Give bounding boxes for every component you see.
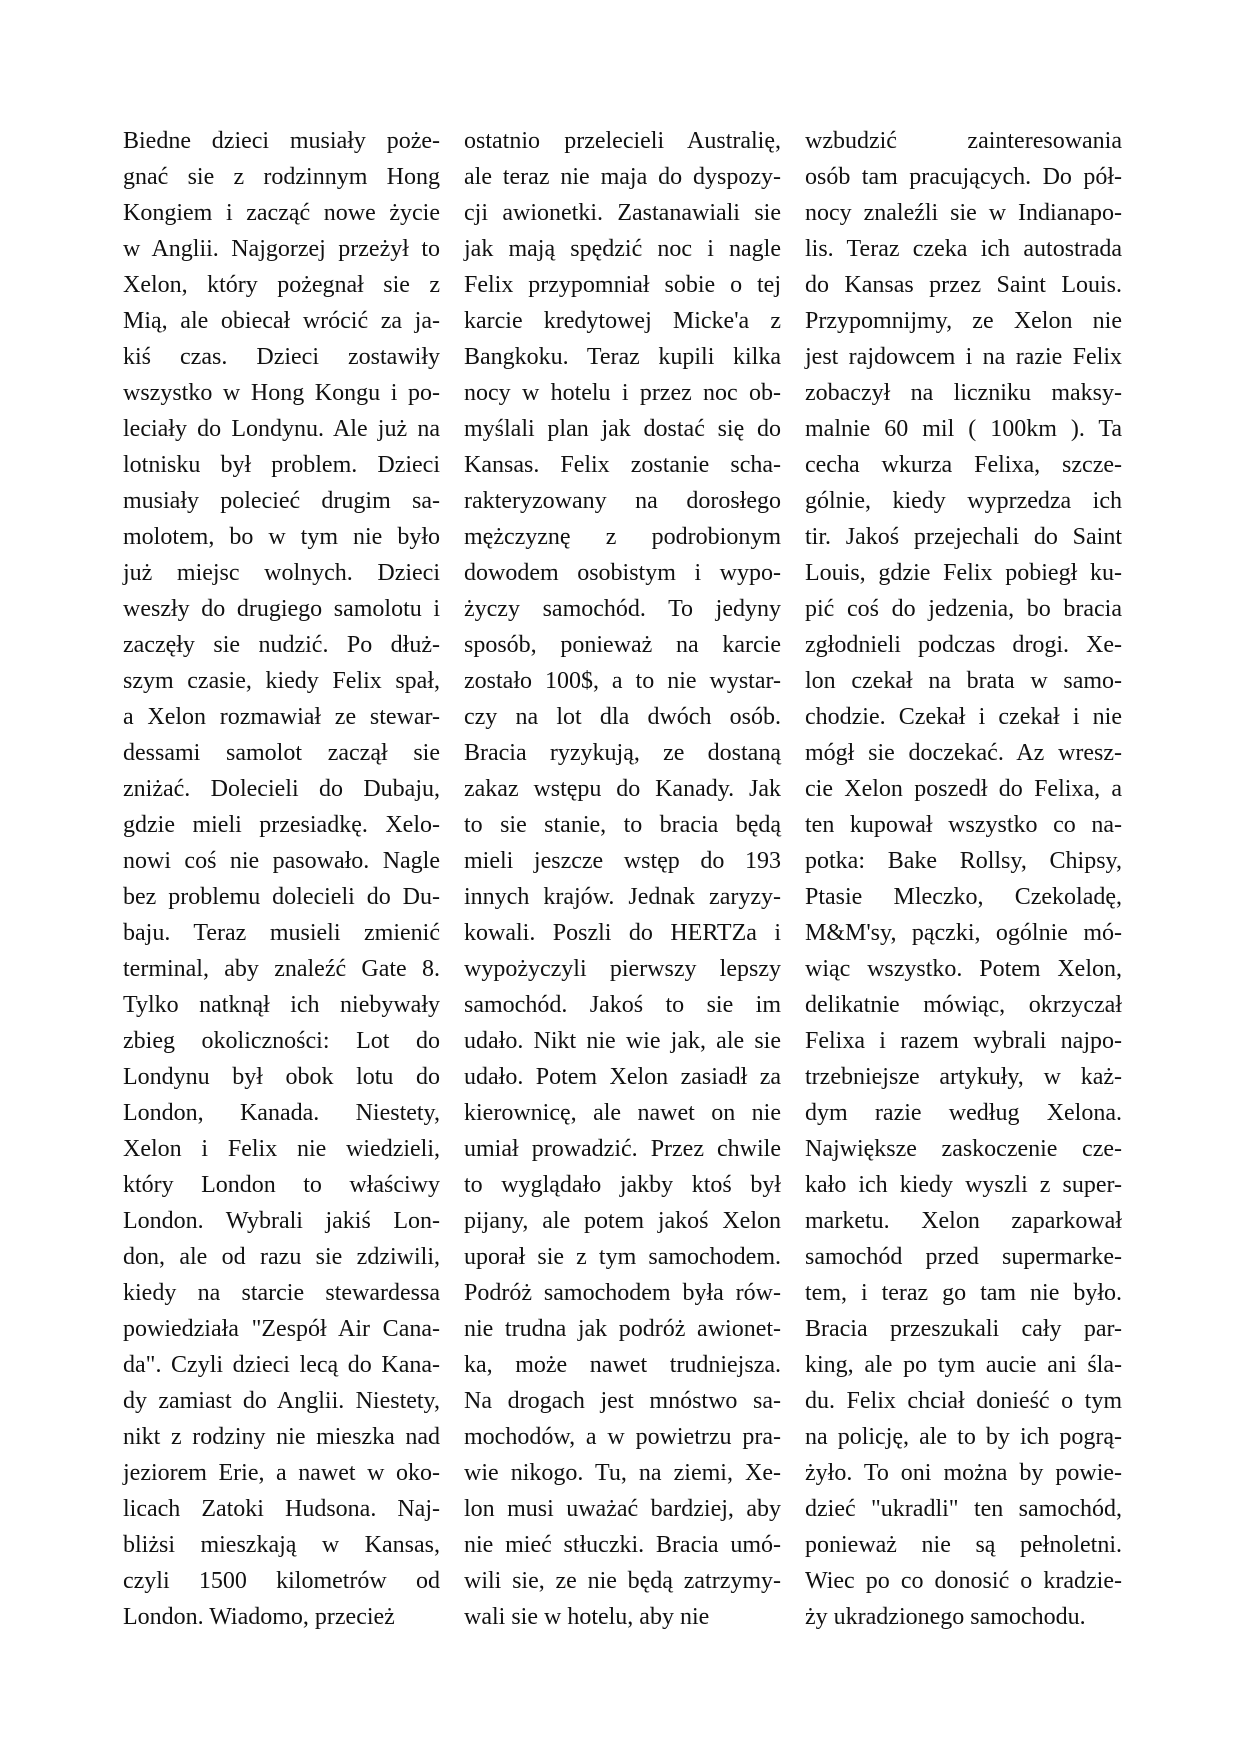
- text-line: Bracia ryzykują, ze dostaną: [464, 740, 781, 766]
- text-line: dzieć "ukradli" ten samochód,: [805, 1496, 1122, 1522]
- text-line: tem, i teraz go tam nie było.: [805, 1280, 1122, 1306]
- text-line: potka: Bake Rollsy, Chipsy,: [805, 848, 1122, 874]
- text-line: pić coś do jedzenia, bo bracia: [805, 596, 1122, 622]
- text-line: da". Czyli dzieci lecą do Kana-: [123, 1352, 440, 1378]
- text-line: baju. Teraz musieli zmienić: [123, 920, 440, 946]
- text-line: Podróż samochodem była rów-: [464, 1280, 781, 1306]
- text-line: king, ale po tym aucie ani śla-: [805, 1352, 1122, 1378]
- text-line: Ptasie Mleczko, Czekoladę,: [805, 884, 1122, 910]
- text-line: Największe zaskoczenie cze-: [805, 1136, 1122, 1162]
- text-line: delikatnie mówiąc, okrzyczał: [805, 992, 1122, 1018]
- text-line: Xelon i Felix nie wiedzieli,: [123, 1136, 440, 1162]
- text-line: marketu. Xelon zaparkował: [805, 1208, 1122, 1234]
- text-line: Londynu był obok lotu do: [123, 1064, 440, 1090]
- text-line: umiał prowadzić. Przez chwile: [464, 1136, 781, 1162]
- text-line: du. Felix chciał donieść o tym: [805, 1388, 1122, 1414]
- text-line: cie Xelon poszedł do Felixa, a: [805, 776, 1122, 802]
- text-line: do Kansas przez Saint Louis.: [805, 272, 1122, 298]
- text-line: Kongiem i zacząć nowe życie: [123, 200, 440, 226]
- text-line: kowali. Poszli do HERTZa i: [464, 920, 781, 946]
- text-line: mężczyznę z podrobionym: [464, 524, 781, 550]
- text-column-2: [464, 123, 781, 1635]
- text-line: dessami samolot zaczął sie: [123, 740, 440, 766]
- text-line: kiś czas. Dzieci zostawiły: [123, 344, 440, 370]
- text-line: mochodów, a w powietrzu pra-: [464, 1424, 781, 1450]
- text-line: dowodem osobistym i wypo-: [464, 560, 781, 586]
- text-line: jak mają spędzić noc i nagle: [464, 236, 781, 262]
- text-line: Felix przypomniał sobie o tej: [464, 272, 781, 298]
- text-line: Louis, gdzie Felix pobiegł ku-: [805, 560, 1122, 586]
- text-line: nikt z rodziny nie mieszka nad: [123, 1424, 440, 1450]
- text-line: zniżać. Dolecieli do Dubaju,: [123, 776, 440, 802]
- text-line: Na drogach jest mnóstwo sa-: [464, 1388, 781, 1414]
- text-line: Przypomnijmy, ze Xelon nie: [805, 308, 1122, 334]
- text-line: ostatnio przelecieli Australię,: [464, 128, 781, 154]
- text-line: ponieważ nie są pełnoletni.: [805, 1532, 1122, 1558]
- text-line: London, Kanada. Niestety,: [123, 1100, 440, 1126]
- text-line: wiąc wszystko. Potem Xelon,: [805, 956, 1122, 982]
- text-line: cecha wkurza Felixa, szcze-: [805, 452, 1122, 478]
- text-line: bliżsi mieszkają w Kansas,: [123, 1532, 440, 1558]
- text-line: Biedne dzieci musiały poże-: [123, 128, 440, 154]
- text-line: molotem, bo w tym nie było: [123, 524, 440, 550]
- text-line: leciały do Londynu. Ale już na: [123, 416, 440, 442]
- text-line: czyli 1500 kilometrów od: [123, 1568, 440, 1594]
- text-line: mógł sie doczekać. Az wresz-: [805, 740, 1122, 766]
- text-line: wali sie w hotelu, aby nie: [464, 1604, 710, 1630]
- text-line: udało. Nikt nie wie jak, ale sie: [464, 1028, 781, 1054]
- text-line: don, ale od razu sie zdziwili,: [123, 1244, 440, 1270]
- text-line: wypożyczyli pierwszy lepszy: [464, 956, 781, 982]
- text-line: wili sie, ze nie będą zatrzymy-: [464, 1568, 781, 1594]
- text-column-3: [805, 123, 1122, 1635]
- text-line: gólnie, kiedy wyprzedza ich: [805, 488, 1122, 514]
- text-line: nowi coś nie pasowało. Nagle: [123, 848, 440, 874]
- text-line: malnie 60 mil ( 100km ). Ta: [805, 416, 1122, 442]
- text-line: karcie kredytowej Micke'a z: [464, 308, 781, 334]
- text-line: Bangkoku. Teraz kupili kilka: [464, 344, 781, 370]
- text-line: London. Wybrali jakiś Lon-: [123, 1208, 440, 1234]
- text-line: gdzie mieli przesiadkę. Xelo-: [123, 812, 440, 838]
- text-line: a Xelon rozmawiał ze stewar-: [123, 704, 440, 730]
- text-line: jeziorem Erie, a nawet w oko-: [123, 1460, 440, 1486]
- text-line: ale teraz nie maja do dyspozy-: [464, 164, 781, 190]
- text-line: gnać sie z rodzinnym Hong: [123, 164, 440, 190]
- text-line: kiedy na starcie stewardessa: [123, 1280, 440, 1306]
- text-line: chodzie. Czekał i czekał i nie: [805, 704, 1122, 730]
- text-line: kało ich kiedy wyszli z super-: [805, 1172, 1122, 1198]
- text-line: ka, może nawet trudniejsza.: [464, 1352, 781, 1378]
- text-line: szym czasie, kiedy Felix spał,: [123, 668, 440, 694]
- text-line: samochód. Jakoś to sie im: [464, 992, 781, 1018]
- text-line: lon czekał na brata w samo-: [805, 668, 1122, 694]
- text-line: wie nikogo. Tu, na ziemi, Xe-: [464, 1460, 781, 1486]
- text-line: pijany, ale potem jakoś Xelon: [464, 1208, 781, 1234]
- text-line: zbieg okoliczności: Lot do: [123, 1028, 440, 1054]
- text-line: Xelon, który pożegnał sie z: [123, 272, 440, 298]
- text-line: wszystko w Hong Kongu i po-: [123, 380, 440, 406]
- text-line: musiały polecieć drugim sa-: [123, 488, 440, 514]
- text-line: rakteryzowany na dorosłego: [464, 488, 781, 514]
- text-line: to wyglądało jakby ktoś był: [464, 1172, 781, 1198]
- text-line: dym razie według Xelona.: [805, 1100, 1122, 1126]
- text-line: innych krajów. Jednak zaryzy-: [464, 884, 781, 910]
- text-line: trzebniejsze artykuły, w każ-: [805, 1064, 1122, 1090]
- text-line: myślali plan jak dostać się do: [464, 416, 781, 442]
- text-line: weszły do drugiego samolotu i: [123, 596, 440, 622]
- text-line: ten kupował wszystko co na-: [805, 812, 1122, 838]
- text-line: lotnisku był problem. Dzieci: [123, 452, 440, 478]
- text-line: mieli jeszcze wstęp do 193: [464, 848, 781, 874]
- text-line: M&M'sy, pączki, ogólnie mó-: [805, 920, 1122, 946]
- text-line: Bracia przeszukali cały par-: [805, 1316, 1122, 1342]
- text-line: w Anglii. Najgorzej przeżył to: [123, 236, 440, 262]
- text-line: czy na lot dla dwóch osób.: [464, 704, 781, 730]
- text-line: żyło. To oni można by powie-: [805, 1460, 1122, 1486]
- text-line: lis. Teraz czeka ich autostrada: [805, 236, 1122, 262]
- text-line: bez problemu dolecieli do Du-: [123, 884, 440, 910]
- text-line: nie mieć stłuczki. Bracia umó-: [464, 1532, 781, 1558]
- text-line: Mią, ale obiecał wrócić za ja-: [123, 308, 440, 334]
- text-line: London. Wiadomo, przecież: [123, 1604, 395, 1630]
- text-line: zostało 100$, a to nie wystar-: [464, 668, 781, 694]
- text-line: Kansas. Felix zostanie scha-: [464, 452, 781, 478]
- text-line: dy zamiast do Anglii. Niestety,: [123, 1388, 440, 1414]
- text-line: udało. Potem Xelon zasiadł za: [464, 1064, 781, 1090]
- text-line: lon musi uważać bardziej, aby: [464, 1496, 781, 1522]
- text-line: nie trudna jak podróż awionet-: [464, 1316, 781, 1342]
- text-column-1: [123, 123, 440, 1635]
- text-line: wzbudzić zainteresowania: [805, 128, 1122, 154]
- text-line: życzy samochód. To jedyny: [464, 596, 781, 622]
- text-line: Wiec po co donosić o kradzie-: [805, 1568, 1122, 1594]
- text-line: już miejsc wolnych. Dzieci: [123, 560, 440, 586]
- text-line: kierownicę, ale nawet on nie: [464, 1100, 781, 1126]
- text-line: ży ukradzionego samochodu.: [805, 1604, 1086, 1630]
- text-line: na policję, ale to by ich pogrą-: [805, 1424, 1122, 1450]
- text-line: który London to właściwy: [123, 1172, 440, 1198]
- text-line: cji awionetki. Zastanawiali sie: [464, 200, 781, 226]
- text-line: tir. Jakoś przejechali do Saint: [805, 524, 1122, 550]
- text-line: zobaczył na liczniku maksy-: [805, 380, 1122, 406]
- text-line: jest rajdowcem i na razie Felix: [805, 344, 1122, 370]
- text-line: nocy znaleźli sie w Indianapo-: [805, 200, 1122, 226]
- text-line: licach Zatoki Hudsona. Naj-: [123, 1496, 440, 1522]
- text-line: samochód przed supermarke-: [805, 1244, 1122, 1270]
- text-line: zaczęły sie nudzić. Po dłuż-: [123, 632, 440, 658]
- text-line: powiedziała "Zespół Air Cana-: [123, 1316, 440, 1342]
- text-line: to sie stanie, to bracia będą: [464, 812, 781, 838]
- text-line: osób tam pracujących. Do pół-: [805, 164, 1122, 190]
- text-line: uporał sie z tym samochodem.: [464, 1244, 781, 1270]
- text-line: terminal, aby znaleźć Gate 8.: [123, 956, 440, 982]
- text-line: sposób, ponieważ na karcie: [464, 632, 781, 658]
- text-line: Felixa i razem wybrali najpo-: [805, 1028, 1122, 1054]
- text-line: zakaz wstępu do Kanady. Jak: [464, 776, 781, 802]
- text-line: zgłodnieli podczas drogi. Xe-: [805, 632, 1122, 658]
- text-line: Tylko natknął ich niebywały: [123, 992, 440, 1018]
- text-line: nocy w hotelu i przez noc ob-: [464, 380, 781, 406]
